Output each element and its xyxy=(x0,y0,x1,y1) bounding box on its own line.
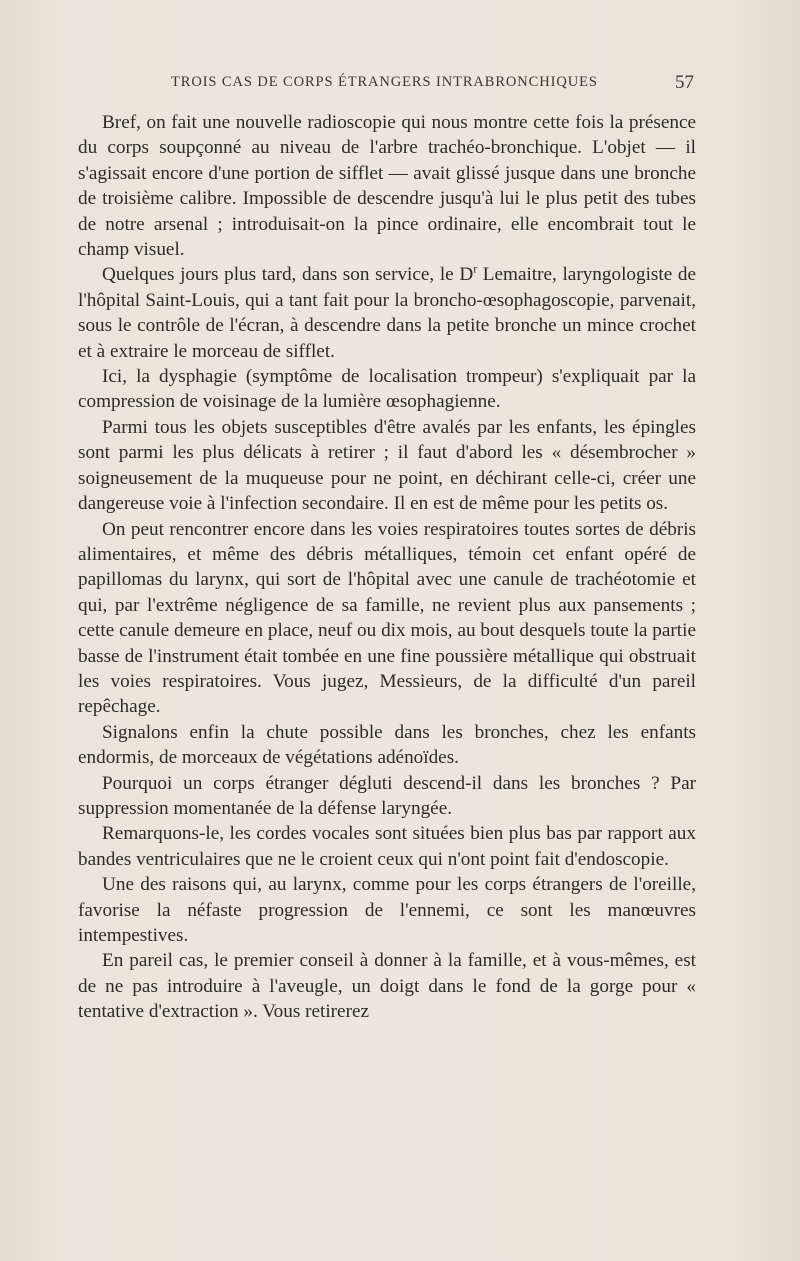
paragraph-3: Ici, la dysphagie (symptôme de localisation trompeur) s'expliquait par la compression de voisinage de la lumière œsophagienne. xyxy=(78,366,696,413)
page-number: 57 xyxy=(675,72,694,93)
paragraph-5: On peut rencontrer encore dans les voies respiratoires toutes sortes de débris alimentaires, et même des débris métalliques, témoin cet enfant opéré de papillomas du larynx, qui sort de l'hôpital avec une canule de trachéotomie et qui, par l'extrême négligence de sa famille, ne revient plus aux pansements ; cette canule demeure en place, neuf ou dix mois, au bout desquels toute la partie basse de l'instrument était tombée en une fine poussière métallique qui obstruait les voies respiratoires. Vous jugez, Messieurs, de la difficulté d'un pareil repêchage. xyxy=(78,518,696,718)
doctor-abbrev-superscript: r xyxy=(473,262,478,277)
running-title: TROIS CAS DE CORPS ÉTRANGERS INTRABRONCHIQUES xyxy=(171,74,598,90)
paragraph-6: Signalons enfin la chute possible dans les bronches, chez les enfants endormis, de morceaux de végétations adénoïdes. xyxy=(78,721,696,769)
paragraph-1: Bref, on fait une nouvelle radioscopie qui nous montre cette fois la présence du corps soupçonné au niveau de l'arbre trachéo-bronchique. L'objet — il s'agissait encore d'une portion de sifflet — avait glissé jusque dans une bronche de troisième calibre. Impossible de descendre jusqu'à lui le plus petit des tubes de notre arsenal ; introduisait-on la pince ordinaire, elle encombrait tout le champ visuel. xyxy=(78,112,696,261)
running-head xyxy=(78,74,696,98)
paragraph-2-start: Quelques jours plus tard, dans son service, le D xyxy=(102,264,474,286)
paragraph-10: En pareil cas, le premier conseil à donner à la famille, et à vous-mêmes, est de ne pas introduire à l'aveugle, un doigt dans le fond de la gorge pour « tentative d'extraction ». Vous retirerez xyxy=(78,950,696,1023)
paragraph-7: Pourquoi un corps étranger dégluti descend-il dans les bronches ? Par suppression momentanée de la défense laryngée. xyxy=(78,772,696,819)
paragraph-9: Une des raisons qui, au larynx, comme pour les corps étrangers de l'oreille, favorise la néfaste progression de l'ennemi, ce sont les manœuvres intempestives. xyxy=(78,874,696,946)
body-text xyxy=(78,110,696,1025)
paragraph-2 xyxy=(78,262,696,364)
paragraph-2-rest: Lemaitre, laryngologiste de l'hôpital Saint-Louis, qui a tant fait pour la broncho-œsophagoscopie, parvenait, sous le contrôle de l'écran, à descendre dans la petite bronche un mince crochet et à extraire le morceau de sifflet. xyxy=(78,264,696,362)
paragraph-4: Parmi tous les objets susceptibles d'être avalés par les enfants, les épingles sont parmi les plus délicats à retirer ; il faut d'abord les « désembrocher » soigneusement de la muqueuse pour ne point, en déchirant celle-ci, créer une dangereuse voie à l'infection secondaire. Il en est de même pour les petits os. xyxy=(78,416,696,515)
paragraph-8: Remarquons-le, les cordes vocales sont situées bien plus bas par rapport aux bandes ventriculaires que ne le croient ceux qui n'ont point fait d'endoscopie. xyxy=(78,823,696,870)
